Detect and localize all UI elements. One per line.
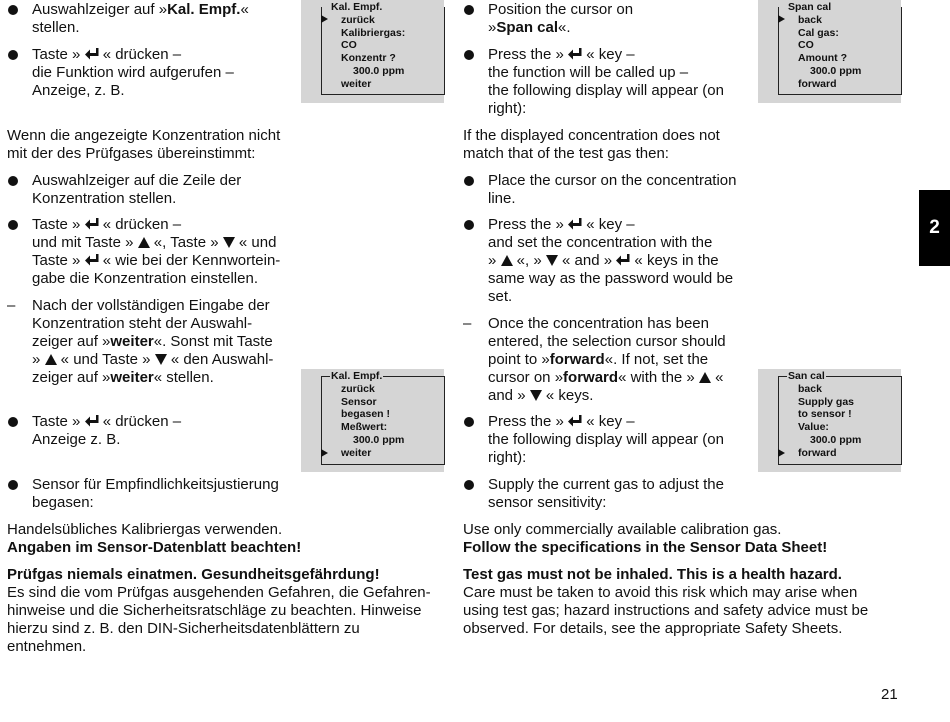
de-notes (7, 521, 447, 557)
display-line: 300.0 ppm (810, 434, 862, 446)
bullet-dot (463, 476, 483, 495)
text: « drücken – (98, 216, 182, 233)
text: and » (488, 387, 530, 404)
text: Press the » (488, 413, 569, 430)
en-step-press-enter-2 (463, 413, 753, 467)
en-intro (463, 127, 763, 163)
cursor-arrow-icon (778, 15, 785, 23)
menu-name: forward (549, 351, 605, 368)
text: point to » (488, 351, 550, 368)
text: Anzeige z. B. (32, 431, 121, 448)
text: «. If not, set the (604, 351, 709, 368)
dash-mark: – (463, 315, 472, 332)
text: « key – (582, 46, 635, 63)
text: «. Sonst mit Taste (153, 333, 273, 350)
text: und mit Taste » (32, 234, 138, 251)
text: right): (488, 100, 527, 117)
note-text-bold: Angaben im Sensor-Datenblatt beachten! (7, 539, 302, 556)
text: Once the concentration has been (488, 315, 709, 332)
dash-mark: – (7, 297, 16, 314)
enter-key-icon (568, 415, 582, 427)
enter-key-icon (616, 254, 630, 266)
warning-title: Test gas must not be inhaled. This is a health hazard. (463, 566, 842, 583)
note-text: Handelsübliches Kalibriergas verwenden. (7, 521, 283, 538)
text: « und (234, 234, 277, 251)
display-line: Kalibriergas: (341, 27, 406, 39)
cursor-arrow-icon (321, 449, 328, 457)
text: « (710, 369, 724, 386)
bullet-dot (463, 172, 483, 191)
display-line: zurück (341, 383, 375, 395)
text: sensor sensitivity: (488, 494, 607, 511)
menu-name: weiter (110, 369, 154, 386)
de-step-set-concentration (7, 216, 302, 288)
text: « den Auswahl- (166, 351, 274, 368)
text: using test gas; hazard instructions and safety advice must be (463, 602, 869, 619)
display-line: back (798, 14, 822, 26)
bullet-dot (7, 216, 27, 235)
enter-key-icon (85, 218, 99, 230)
display-line: begasen ! (341, 408, 391, 420)
text: Press the » (488, 216, 569, 233)
text: «, » (512, 252, 546, 269)
down-arrow-key-icon (223, 237, 235, 248)
text: zeiger auf » (32, 333, 111, 350)
down-arrow-key-icon (546, 255, 558, 266)
text: line. (488, 190, 516, 207)
display-line: CO (341, 39, 357, 51)
bullet-dot (7, 476, 27, 495)
de-step-press-enter (7, 46, 297, 100)
display-line: Cal gas: (798, 27, 839, 39)
chapter-tab: 2 (919, 190, 950, 266)
en-note-after-input (463, 315, 758, 405)
de-warning (7, 566, 452, 656)
de-step-cursor-concentration (7, 172, 297, 208)
display-line: forward (798, 78, 837, 90)
text: the following display will appear (on (488, 431, 724, 448)
text: « wie bei der Kennwortein- (98, 252, 281, 269)
up-arrow-key-icon (501, 255, 513, 266)
text: gabe die Konzentration einstellen. (32, 270, 258, 287)
text: « drücken – (98, 413, 182, 430)
menu-name: Span cal (496, 19, 559, 36)
menu-name: forward (563, 369, 619, 386)
en-step-set-concentration (463, 216, 758, 306)
up-arrow-key-icon (45, 354, 57, 365)
display-line: Sensor (341, 396, 377, 408)
display-line: back (798, 383, 822, 395)
display-line: Supply gas (798, 396, 855, 408)
text: the function will be called up – (488, 64, 689, 81)
text: begasen: (32, 494, 94, 511)
de-step-select-kal-empf (7, 1, 297, 37)
text: « key – (582, 413, 635, 430)
text: mit der des Prüfgases übereinstimmt: (7, 145, 256, 162)
text: Press the » (488, 46, 569, 63)
text: Wenn die angezeigte Konzentration nicht (7, 127, 281, 144)
text: zeiger auf » (32, 369, 111, 386)
en-notes (463, 521, 903, 557)
text: « drücken – (98, 46, 182, 63)
bullet-dot (7, 413, 27, 432)
text: « and » (557, 252, 617, 269)
enter-key-icon (85, 254, 99, 266)
display-line: Amount ? (798, 52, 847, 64)
menu-name: weiter (110, 333, 154, 350)
note-text-bold: Follow the specifications in the Sensor Data Sheet! (463, 539, 828, 556)
up-arrow-key-icon (699, 372, 711, 383)
display-de-kal-empf-1 (301, 0, 444, 103)
display-line: CO (798, 39, 814, 51)
display-title: Kal. Empf. (331, 370, 383, 382)
enter-key-icon (568, 48, 582, 60)
display-line: weiter (341, 447, 372, 459)
text: entnehmen. (7, 638, 87, 655)
de-step-press-enter-2 (7, 413, 297, 449)
warning-title: Prüfgas niemals einatmen. Gesundheitsgefährdung! (7, 566, 380, 583)
bullet-dot (7, 46, 27, 65)
display-line: Konzentr ? (341, 52, 396, 64)
display-de-kal-empf-2 (301, 369, 444, 472)
text: Care must be taken to avoid this risk which may arise when (463, 584, 858, 601)
text: Auswahlzeiger auf » (32, 1, 168, 18)
text: « und Taste » (56, 351, 155, 368)
text: same way as the password would be (488, 270, 734, 287)
text: Es sind die vom Prüfgas ausgehenden Gefahren, die Gefahren- (7, 584, 431, 601)
text: entered, the selection cursor should (488, 333, 726, 350)
display-line: forward (798, 447, 837, 459)
text: die Funktion wird aufgerufen – (32, 64, 234, 81)
text: « (240, 1, 249, 18)
display-title: San cal (788, 370, 825, 382)
en-step-cursor-concentration (463, 172, 758, 208)
bullet-dot (463, 216, 483, 235)
text: Position the cursor on (488, 1, 634, 18)
de-intro (7, 127, 307, 163)
text: observed. For details, see the appropriate Safety Sheets. (463, 620, 843, 637)
display-line: 300.0 ppm (810, 65, 862, 77)
up-arrow-key-icon (138, 237, 150, 248)
text: hinweise und die Sicherheitsratschläge zu beachten. Hinweise (7, 602, 422, 619)
de-step-supply-gas (7, 476, 307, 512)
bullet-dot (463, 1, 483, 20)
text: Taste » (32, 413, 85, 430)
text: Supply the current gas to adjust the (488, 476, 724, 493)
text: Nach der vollständigen Eingabe der (32, 297, 270, 314)
text: Anzeige, z. B. (32, 82, 125, 99)
text: If the displayed concentration does not (463, 127, 720, 144)
page-number: 21 (881, 686, 898, 703)
bullet-dot (463, 413, 483, 432)
text: « stellen. (153, 369, 214, 386)
text: right): (488, 449, 527, 466)
text: Taste » (32, 46, 85, 63)
enter-key-icon (568, 218, 582, 230)
text: match that of the test gas then: (463, 145, 669, 162)
text: cursor on » (488, 369, 564, 386)
display-line: Value: (798, 421, 829, 433)
enter-key-icon (85, 48, 99, 60)
bullet-dot (7, 172, 27, 191)
text: the following display will appear (on (488, 82, 724, 99)
text: hierzu sind z. B. den DIN-Sicherheitsdatenblättern zu (7, 620, 360, 637)
en-step-cursor-span-cal (463, 1, 753, 37)
display-line: to sensor ! (798, 408, 852, 420)
display-line: weiter (341, 78, 372, 90)
en-warning (463, 566, 908, 638)
cursor-arrow-icon (321, 15, 328, 23)
text: « keys. (541, 387, 594, 404)
display-en-span-cal-2 (758, 369, 901, 472)
display-en-span-cal-1 (758, 0, 901, 103)
text: « with the » (618, 369, 699, 386)
de-note-after-input (7, 297, 302, 387)
display-line: zurück (341, 14, 375, 26)
text: « keys in the (630, 252, 719, 269)
display-frame (321, 7, 445, 95)
text: » (488, 252, 501, 269)
down-arrow-key-icon (155, 354, 167, 365)
text: and set the concentration with the (488, 234, 713, 251)
text: stellen. (32, 19, 80, 36)
display-frame (778, 7, 902, 95)
text: Taste » (32, 252, 85, 269)
text: « key – (582, 216, 635, 233)
text: Sensor für Empfindlichkeitsjustierung (32, 476, 279, 493)
en-step-supply-gas (463, 476, 763, 512)
display-title: Span cal (788, 1, 832, 13)
display-line: 300.0 ppm (353, 65, 405, 77)
display-line: 300.0 ppm (353, 434, 405, 446)
display-title: Kal. Empf. (331, 1, 383, 13)
menu-name: Kal. Empf. (167, 1, 241, 18)
text: Place the cursor on the concentration (488, 172, 737, 189)
text: Auswahlzeiger auf die Zeile der (32, 172, 242, 189)
text: set. (488, 288, 513, 305)
bullet-dot (7, 1, 27, 20)
text: «. (558, 19, 571, 36)
text: » (32, 351, 45, 368)
text: » (488, 19, 497, 36)
note-text: Use only commercially available calibration gas. (463, 521, 782, 538)
text: Konzentration steht der Auswahl- (32, 315, 253, 332)
text: Taste » (32, 216, 85, 233)
bullet-dot (463, 46, 483, 65)
display-line: Meßwert: (341, 421, 388, 433)
text: Konzentration stellen. (32, 190, 177, 207)
down-arrow-key-icon (530, 390, 542, 401)
enter-key-icon (85, 415, 99, 427)
cursor-arrow-icon (778, 449, 785, 457)
text: «, Taste » (149, 234, 223, 251)
en-step-press-enter (463, 46, 753, 118)
